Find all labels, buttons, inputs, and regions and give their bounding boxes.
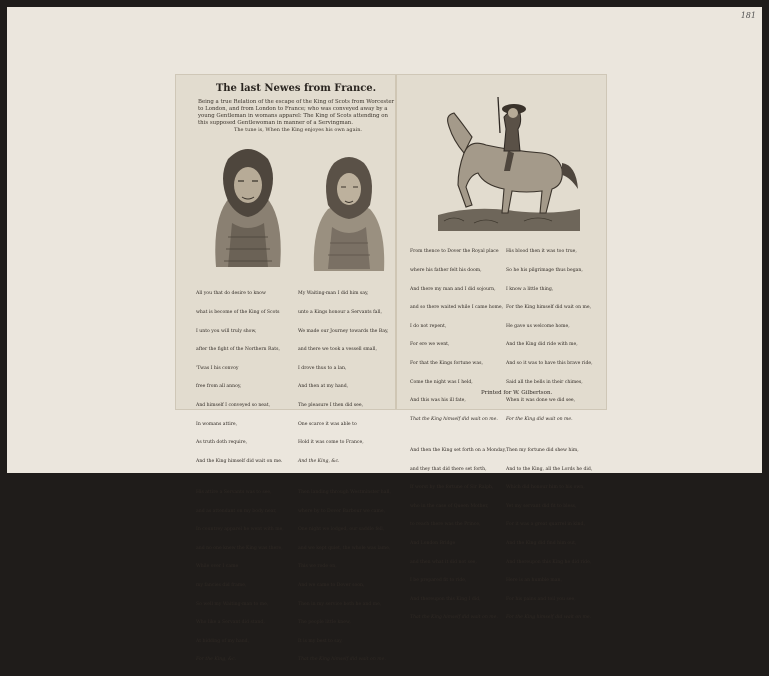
verse-line: As truth doth require, [196,440,248,446]
verse-line: Then in my service both he and me, [298,601,382,607]
verse-line: after the fight of the Northern Rats, [196,347,280,353]
portrait-right-image [306,147,392,273]
verse-line: For his pains and toil you see, [506,596,576,602]
verse-line: And the King did find him out, [506,540,577,546]
verse-line: And thereupon this King I did, [410,596,481,602]
verse-line: All you that do desire to know [196,291,266,297]
verse-column-3 [410,237,506,634]
verse-line: and we kept quiet, the whole was lame, [298,545,391,551]
verse-line: For it was a great quarrel in kind, [506,522,585,528]
verse-line: His blood then it was too true, [506,249,577,255]
verse-column-4 [506,237,593,634]
verse-line: So he his pilgrimage thus began, [506,268,583,274]
verse-line: what is become of the King of Scots [196,310,280,316]
verse-line: Then landing through Westminster hall, [298,489,391,495]
verse-column-1 [196,279,284,676]
verse-line: It is my best to say, [298,638,343,644]
verse-line: One scarce it was able to [298,421,357,427]
verse-line: And then the King set forth on a Monday, [410,447,507,453]
verse-line: I be prepared fit to ride, [410,578,467,584]
verse-line: For the King did wait on me. [506,416,573,422]
verse-line: Who like a Servant did stand, [196,620,265,626]
verse-line: That the King himself did wait on me. [298,657,386,663]
verse-line: My Waiting-man I did him say, [298,291,369,297]
verse-line: unto a Kings honour a Servants fall, [298,310,382,316]
verse-line: where by to Dover Barbour we came, [298,508,386,514]
mount-board [7,7,762,663]
tune-line: The tune is, When the King enjoyes his own again. [233,127,363,133]
verse-line: and they that did there set forth, [410,466,487,472]
verse-line: Yet my servant did fit to bless, [506,503,577,509]
verse-line: and as attendant on my body near, [196,508,277,514]
verse-line: For the King himself did wait on me. [506,615,592,621]
broadside-subtitle: Being a true Relation of the escape of the King of Scots from Worcester to London, and from London to France; who was conveyed away by a young Gentleman in womans apparel: The King of Scots attending on this supposed Gentlewoman in manner of a Servingman. [198,99,395,126]
verse-line: who in the case of Queen Mother, [410,503,489,509]
verse-line: Here is an humble man, [506,578,562,584]
verse-line: and there we took a vessell small, [298,347,377,353]
verse-line: And we came to Dover soon, [298,582,365,588]
verse-line: At bidding of my hand, [196,638,250,644]
verse-line: The pleasure I then did see, [298,403,364,409]
verse-line: And then at my hand, [298,384,349,390]
verse-line: I unto you will truly show, [196,328,257,334]
verse-line: And himself I conveyed so neat, [196,403,271,409]
portrait-left-image [198,137,298,275]
verse-line: 'Twas I his convoy [196,365,239,371]
verse-line: And this was his ill fate, [410,398,466,404]
verse-line: And the King himself did wait on me. [196,458,283,464]
verse-line: That the King himself did wait on me. [410,416,498,422]
verse-line: His attire a Servants was to see, [196,489,272,495]
verse-line: If worst by the fortune of Sir Ralph, [410,485,494,491]
verse-line: So well my Waiting-man to me, [196,601,269,607]
broadside-title: The last Newes from France. [215,83,377,94]
verse-line: And to the King, all the Lords he did, [506,466,593,472]
verse-line: I drove thus to a lan, [298,365,347,371]
verse-line: When it was done we did see, [506,398,576,404]
verse-column-2 [298,279,391,676]
verse-line: And thereupon this King he did ride, [506,559,592,565]
verse-line: For the King, &c. [196,657,237,663]
verse-line: and then what it did not see, [410,559,477,565]
verse-line: The people little knew, [298,620,351,626]
verse-line: And the King did ride with me, [506,342,578,348]
verse-line: For ere we went, [410,342,450,348]
verse-line: and no one knew the King was there, [196,545,283,551]
verse-line: Come the night was I held, [410,379,473,385]
verse-line: From thence to Dover the Royal place [410,249,499,255]
verse-line: And London Bridge [410,540,456,546]
verse-line: Then my fortune did shew him, [506,447,579,453]
verse-line: While over I came [196,564,239,570]
verse-line: And so it was to have this brave ride, [506,361,593,367]
verse-line: In womans attire, [196,421,238,427]
verse-line: And there my man and I did sojourn, [410,286,496,292]
verse-line: For that the Kings fortune was, [410,361,483,367]
verse-line: That the King himself did wait on me. [410,615,498,621]
broadside-sheet [176,75,606,663]
verse-line: We made our Journey towards the Bay, [298,328,389,334]
verse-line: Which did honour him to his own, [506,485,585,491]
horseman-woodcut-image [434,93,584,233]
verse-line: I know a little thing, [506,286,554,292]
verse-line: This we rode on, [298,564,337,570]
verse-line: One night we lodged, our saddle fell, [298,527,385,533]
folio-number: 181 [740,11,756,20]
verse-line: I do not repent, [410,323,447,329]
verse-line: my fancies did frame, [196,582,247,588]
verse-line: He gave us welcome home, [506,323,570,329]
verse-line: For the King himself did wait on me, [506,305,592,311]
verse-line: Said all the bells in their chimes, [506,379,583,385]
verse-line: In countrey apparel he went with me, [196,527,284,533]
verse-line: free from all annoy, [196,384,242,390]
verse-line: where his father felt his doom, [410,268,482,274]
verse-line: Hold it was come to France, [298,440,364,446]
verse-line: And the King, &c. [298,458,340,464]
printer-imprint: Printed for W. Gilbertson. [481,390,553,396]
verse-line: and so there waited while I came home, [410,305,504,311]
verse-line: to reach there was the Prince, [410,522,481,528]
